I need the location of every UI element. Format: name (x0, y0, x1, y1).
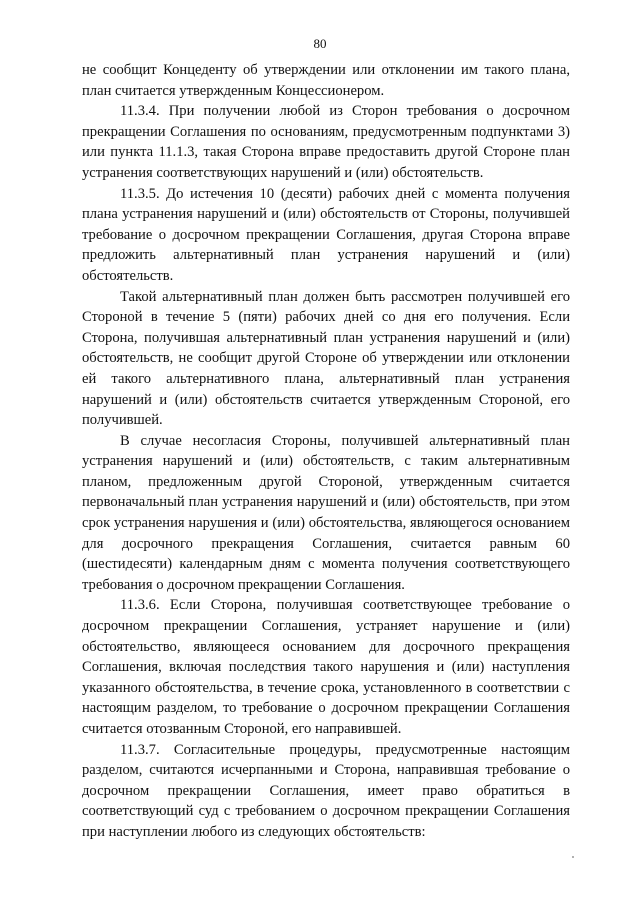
paragraph-11-3-4: 11.3.4. При получении любой из Сторон требования о досрочном прекращении Соглашения по основаниям, предусмотренным подпунктами 3) или пункта 11.1.3, такая Сторона вправе предоставить другой Стороне план устранения соответствующих нарушений и (или) обстоятельств. (82, 103, 570, 181)
paragraph-alternative-plan: Такой альтернативный план должен быть рассмотрен получившей его Стороной в течение 5 (пяти) рабочих дней со дня его получения. Если Сторона, получившая альтернативный план устранения нарушений и (или) обстоятельств, не сообщит другой Стороне об утверждении или отклонении ей такого альтернативного плана, альтернативный план устранения нарушений и (или) обстоятельств считается утвержденным Стороной, его получившей. (82, 288, 570, 429)
page-number: 80 (313, 36, 327, 51)
paragraph-disagreement: В случае несогласия Стороны, получившей альтернативный план устранения нарушений и (или) обстоятельств, с таким альтернативным планом, предложенным другой Стороной, утвержденным считается первоначальный план устранения нарушений и (или) обстоятельств, при этом срок устранения нарушения и (или) обстоятельства, являющегося основанием для досрочного прекращения Соглашения, считается равным 60 (шестидесяти) календарным дням с момента получения соответствующего требования о досрочном прекращении Соглашения. (82, 432, 570, 593)
paragraph-continuation: не сообщит Концеденту об утверждении или отклонении им такого плана, план считается утвержденным Концессионером. (82, 62, 570, 99)
paragraph-11-3-5: 11.3.5. До истечения 10 (десяти) рабочих дней с момента получения плана устранения нарушений и (или) обстоятельств от Стороны, получившей требование о досрочном прекращении Соглашения, другая Сторона вправе предложить альтернативный план устранения нарушений и (или) обстоятельств. (82, 185, 570, 284)
paragraph-11-3-7: 11.3.7. Согласительные процедуры, предусмотренные настоящим разделом, считаются исчерпанными и Сторона, направившая требование о досрочном прекращении Соглашения, имеет право обратиться в соответствующий суд с требованием о досрочном прекращении Соглашения при наступлении любого из следующих обстоятельств: (82, 741, 570, 840)
document-body (82, 60, 570, 843)
paragraph-11-3-6: 11.3.6. Если Сторона, получившая соответствующее требование о досрочном прекращении Соглашения, устраняет нарушение и (или) обстоятельство, являющееся основанием для досрочного прекращения Соглашения, включая последствия такого нарушения и (или) наступления указанного обстоятельства, в течение срока, установленного в соответствии с настоящим разделом, то требование о досрочном прекращении Соглашения считается отозванным Стороной, его направившей. (82, 597, 570, 737)
scan-dot (572, 856, 574, 858)
